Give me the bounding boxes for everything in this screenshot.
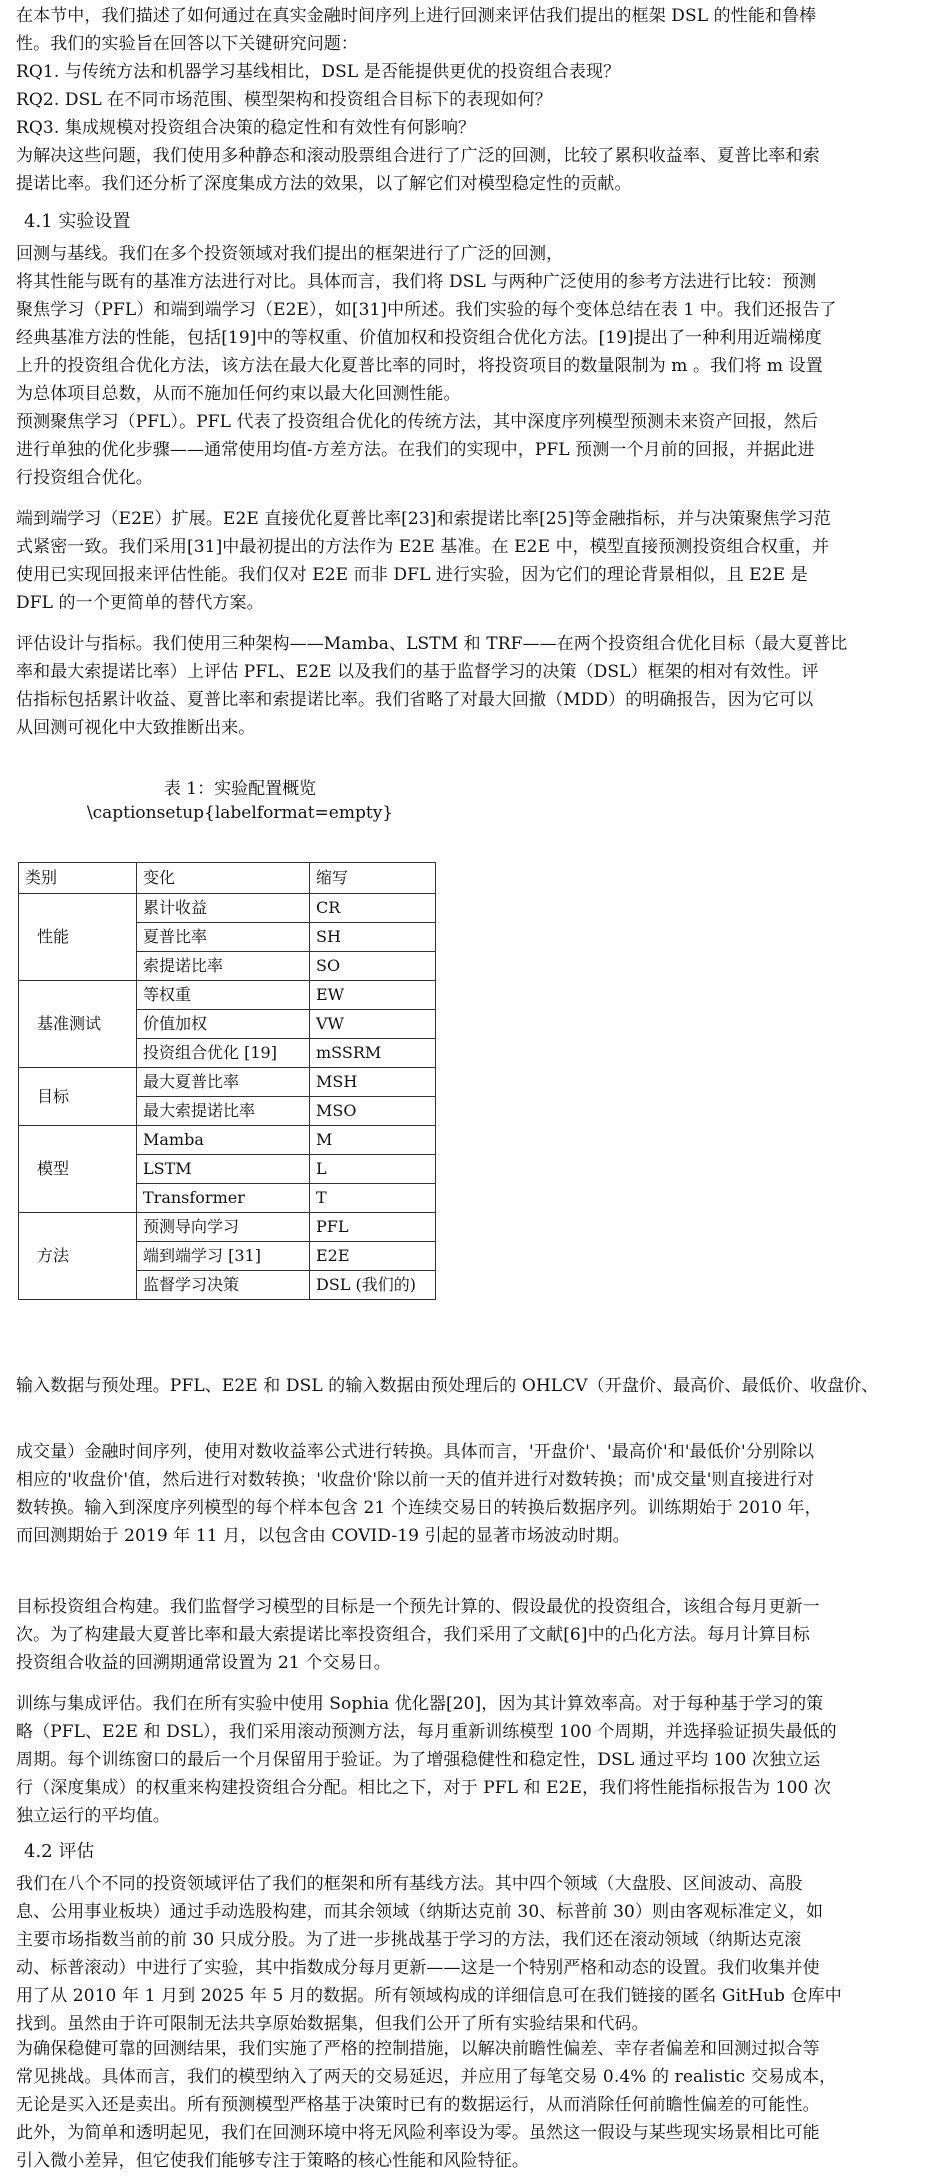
text-line: 式紧密一致。我们采用[31]中最初提出的方法作为 E2E 基准。在 E2E 中，模型直接预测投资组合权重，并 bbox=[16, 537, 830, 557]
text-line: 为解决这些问题，我们使用多种静态和滚动股票组合进行了广泛的回测，比较了累积收益率、夏普比率和索 bbox=[16, 146, 820, 166]
table-row bbox=[19, 1213, 436, 1242]
table-category-cell: 基准测试 bbox=[19, 981, 137, 1068]
table-header-cell: 类别 bbox=[19, 863, 137, 894]
table-category-cell: 模型 bbox=[19, 1126, 137, 1213]
table-variation-cell: 投资组合优化 [19] bbox=[137, 1039, 310, 1068]
table-variation-cell: 监督学习决策 bbox=[137, 1271, 310, 1300]
text-line: 聚焦学习（PFL）和端到端学习（E2E），如[31]中所述。我们实验的每个变体总结在表 1 中。我们还报告了 bbox=[16, 300, 837, 320]
table-header-row bbox=[19, 863, 436, 894]
table-abbr-cell: T bbox=[310, 1184, 436, 1213]
text-line: 主要市场指数当前的前 30 只成分股。为了进一步挑战基于学习的方法，我们还在滚动领域（纳斯达克滚 bbox=[16, 1930, 802, 1950]
table-variation-cell: 最大夏普比率 bbox=[137, 1068, 310, 1097]
text-line: 找到。虽然由于许可限制无法共享原始数据集，但我们公开了所有实验结果和代码。 bbox=[16, 2014, 649, 2034]
text-line: 息、公用事业板块）通过手动选股构建，而其余领域（纳斯达克前 30、标普前 30）则由客观标准定义，如 bbox=[16, 1902, 824, 1922]
eval-design-paragraph bbox=[16, 630, 906, 742]
table-header-cell: 缩写 bbox=[310, 863, 436, 894]
table-variation-cell: 夏普比率 bbox=[137, 923, 310, 952]
evaluation-paragraph bbox=[16, 1870, 906, 2038]
baselines-paragraph bbox=[16, 240, 906, 408]
text-line: 从回测可视化中大致推断出来。 bbox=[16, 718, 256, 738]
text-line: 估指标包括累计收益、夏普比率和索提诺比率。我们省略了对最大回撤（MDD）的明确报告，因为它可以 bbox=[16, 690, 814, 710]
text-line: 端到端学习（E2E）扩展。E2E 直接优化夏普比率[23]和索提诺比率[25]等金融指标，并与决策聚焦学习范 bbox=[16, 509, 831, 529]
text-line: 将其性能与既有的基准方法进行对比。具体而言，我们将 DSL 与两种广泛使用的参考方法进行比较：预测 bbox=[16, 272, 817, 292]
text-line: 无论是买入还是卖出。所有预测模型严格基于决策时已有的数据运行，从而消除任何前瞻性偏差的可能性。 bbox=[16, 2095, 820, 2115]
text-line: 用了从 2010 年 1 月到 2025 年 5 月的数据。所有领域构成的详细信息可在我们链接的匿名 GitHub 仓库中 bbox=[16, 1986, 842, 2006]
table-abbr-cell: MSH bbox=[310, 1068, 436, 1097]
text-line: 而回测期始于 2019 年 11 月，以包含由 COVID-19 引起的显著市场波动时期。 bbox=[16, 1526, 630, 1546]
text-line: 为确保稳健可靠的回测结果，我们实施了严格的控制措施，以解决前瞻性偏差、幸存者偏差和回测过拟合等 bbox=[16, 2039, 820, 2059]
text-line: 此外，为简单和透明起见，我们在回测环境中将无风险利率设为零。虽然这一假设与某些现实场景相比可能 bbox=[16, 2123, 820, 2143]
table-abbr-cell: PFL bbox=[310, 1213, 436, 1242]
table-row bbox=[19, 1126, 436, 1155]
text-line: 经典基准方法的性能，包括[19]中的等权重、价值加权和投资组合优化方法。[19]提出了一种利用近端梯度 bbox=[16, 328, 822, 348]
text-line: 我们在八个不同的投资领域评估了我们的框架和所有基线方法。其中四个领域（大盘股、区间波动、高股 bbox=[16, 1874, 803, 1894]
table-variation-cell: Transformer bbox=[137, 1184, 310, 1213]
table-row bbox=[19, 894, 436, 923]
text-line: DFL 的一个更简单的替代方案。 bbox=[16, 593, 264, 613]
table-variation-cell: Mamba bbox=[137, 1126, 310, 1155]
text-line: 投资组合收益的回溯期通常设置为 21 个交易日。 bbox=[16, 1653, 391, 1673]
table-category-cell: 性能 bbox=[19, 894, 137, 981]
text-line: 相应的'收盘价'值，然后进行对数转换；'收盘价'除以前一天的值并进行对数转换；而'成交量'则直接进行对 bbox=[16, 1470, 815, 1490]
table-body bbox=[19, 894, 436, 1300]
pfl-paragraph bbox=[16, 408, 906, 492]
table-variation-cell: 最大索提诺比率 bbox=[137, 1097, 310, 1126]
text-line: 上升的投资组合优化方法，该方法在最大化夏普比率的同时，将投资项目的数量限制为 m 。我们将 m 设置 bbox=[16, 356, 823, 376]
volume-paragraph bbox=[16, 1438, 906, 1550]
text-line: 进行单独的优化步骤——通常使用均值-方差方法。在我们的实现中，PFL 预测一个月前的回报，并据此进 bbox=[16, 440, 815, 460]
table-row bbox=[19, 981, 436, 1010]
table-variation-cell: 索提诺比率 bbox=[137, 952, 310, 981]
training-paragraph bbox=[16, 1690, 906, 1830]
input-data-paragraph bbox=[16, 1372, 906, 1400]
text-line: 周期。每个训练窗口的最后一个月保留用于验证。为了增强稳健性和稳定性，DSL 通过平均 100 次独立运 bbox=[16, 1750, 821, 1770]
table-row bbox=[19, 1068, 436, 1097]
text-line: 输入数据与预处理。PFL、E2E 和 DSL 的输入数据由预处理后的 OHLCV（开盘价、最高价、最低价、收盘价、 bbox=[16, 1376, 879, 1396]
text-line: 略（PFL、E2E 和 DSL），我们采用滚动预测方法，每月重新训练模型 100 个周期，并选择验证损失最低的 bbox=[16, 1722, 837, 1742]
text-line: 预测聚焦学习（PFL）。PFL 代表了投资组合优化的传统方法，其中深度序列模型预测未来资产回报，然后 bbox=[16, 412, 818, 432]
table-abbr-cell: E2E bbox=[310, 1242, 436, 1271]
text-line: RQ3. 集成规模对投资组合决策的稳定性和有效性有何影响？ bbox=[16, 118, 476, 138]
text-line: 使用已实现回报来评估性能。我们仅对 E2E 而非 DFL 进行实验，因为它们的理论背景相似，且 E2E 是 bbox=[16, 565, 808, 585]
table-variation-cell: 端到端学习 [31] bbox=[137, 1242, 310, 1271]
experiment-config-table bbox=[18, 862, 436, 1300]
table-variation-cell: 等权重 bbox=[137, 981, 310, 1010]
text-line: RQ1. 与传统方法和机器学习基线相比，DSL 是否能提供更优的投资组合表现？ bbox=[16, 62, 621, 82]
text-line: 数转换。输入到深度序列模型的每个样本包含 21 个连续交易日的转换后数据序列。训练期始于 2010 年， bbox=[16, 1498, 822, 1518]
text-line: 性。我们的实验旨在回答以下关键研究问题： bbox=[16, 34, 358, 54]
table-variation-cell: 价值加权 bbox=[137, 1010, 310, 1039]
target-portfolio-paragraph bbox=[16, 1593, 906, 1677]
text-line: 训练与集成评估。我们在所有实验中使用 Sophia 优化器[20]，因为其计算效率高。对于每种基于学习的策 bbox=[16, 1694, 824, 1714]
text-line: 成交量）金融时间序列，使用对数收益率公式进行转换。具体而言，'开盘价'、'最高价'和'最低价'分别除以 bbox=[16, 1442, 815, 1462]
table-abbr-cell: SO bbox=[310, 952, 436, 981]
text-line: 独立运行的平均值。 bbox=[16, 1806, 170, 1826]
e2e-paragraph bbox=[16, 505, 906, 617]
text-line: RQ2. DSL 在不同市场范围、模型架构和投资组合目标下的表现如何？ bbox=[16, 90, 552, 110]
text-line: 引入微小差异，但它使我们能够专注于策略的核心性能和风险特征。 bbox=[16, 2151, 529, 2171]
text-line: 提诺比率。我们还分析了深度集成方法的效果，以了解它们对模型稳定性的贡献。 bbox=[16, 174, 632, 194]
table-abbr-cell: SH bbox=[310, 923, 436, 952]
table-abbr-cell: MSO bbox=[310, 1097, 436, 1126]
table-variation-cell: LSTM bbox=[137, 1155, 310, 1184]
table-abbr-cell: VW bbox=[310, 1010, 436, 1039]
text-line: 动、标普滚动）中进行了实验，其中指数成分每月更新——这是一个特别严格和动态的设置。我们收集并使 bbox=[16, 1958, 820, 1978]
text-line: 目标投资组合构建。我们监督学习模型的目标是一个预先计算的、假设最优的投资组合，该组合每月更新一 bbox=[16, 1597, 820, 1617]
table-abbr-cell: L bbox=[310, 1155, 436, 1184]
intro-paragraph bbox=[16, 2, 906, 58]
table-variation-cell: 累计收益 bbox=[137, 894, 310, 923]
text-line: 率和最大索提诺比率）上评估 PFL、E2E 以及我们的基于监督学习的决策（DSL）框架的相对有效性。评 bbox=[16, 662, 819, 682]
table-category-cell: 目标 bbox=[19, 1068, 137, 1126]
text-line: 行（深度集成）的权重来构建投资组合分配。相比之下，对于 PFL 和 E2E，我们将性能指标报告为 100 次 bbox=[16, 1778, 832, 1798]
controls-paragraph bbox=[16, 2035, 906, 2175]
text-line: 为总体项目总数，从而不施加任何约束以最大化回测性能。 bbox=[16, 384, 461, 404]
text-line: 行投资组合优化。 bbox=[16, 468, 153, 488]
text-line: 评估设计与指标。我们使用三种架构——Mamba、LSTM 和 TRF——在两个投资组合优化目标（最大夏普比 bbox=[16, 634, 848, 654]
text-line: 在本节中，我们描述了如何通过在真实金融时间序列上进行回测来评估我们提出的框架 DSL 的性能和鲁棒 bbox=[16, 6, 817, 26]
section-4-2-title: 4.2 评估 bbox=[24, 1841, 95, 1862]
text-line: 次。为了构建最大夏普比率和最大索提诺比率投资组合，我们采用了文献[6]中的凸化方法。每月计算目标 bbox=[16, 1625, 810, 1645]
table-variation-cell: 预测导向学习 bbox=[137, 1213, 310, 1242]
research-questions bbox=[16, 58, 906, 198]
table-abbr-cell: M bbox=[310, 1126, 436, 1155]
table-caption: 表 1：实验配置概览 bbox=[163, 779, 317, 799]
table-abbr-cell: mSSRM bbox=[310, 1039, 436, 1068]
text-line: 常见挑战。具体而言，我们的模型纳入了两天的交易延迟，并应用了每笔交易 0.4% 的 realistic 交易成本， bbox=[16, 2067, 837, 2087]
table-abbr-cell: EW bbox=[310, 981, 436, 1010]
table-abbr-cell: CR bbox=[310, 894, 436, 923]
table-caption-setup: \captionsetup{labelformat=empty} bbox=[86, 803, 394, 823]
table-abbr-cell: DSL (我们的) bbox=[310, 1271, 436, 1300]
table-header-cell: 变化 bbox=[137, 863, 310, 894]
table-category-cell: 方法 bbox=[19, 1213, 137, 1300]
text-line: 回测与基线。我们在多个投资领域对我们提出的框架进行了广泛的回测， bbox=[16, 244, 564, 264]
section-4-1-title: 4.1 实验设置 bbox=[24, 211, 131, 232]
